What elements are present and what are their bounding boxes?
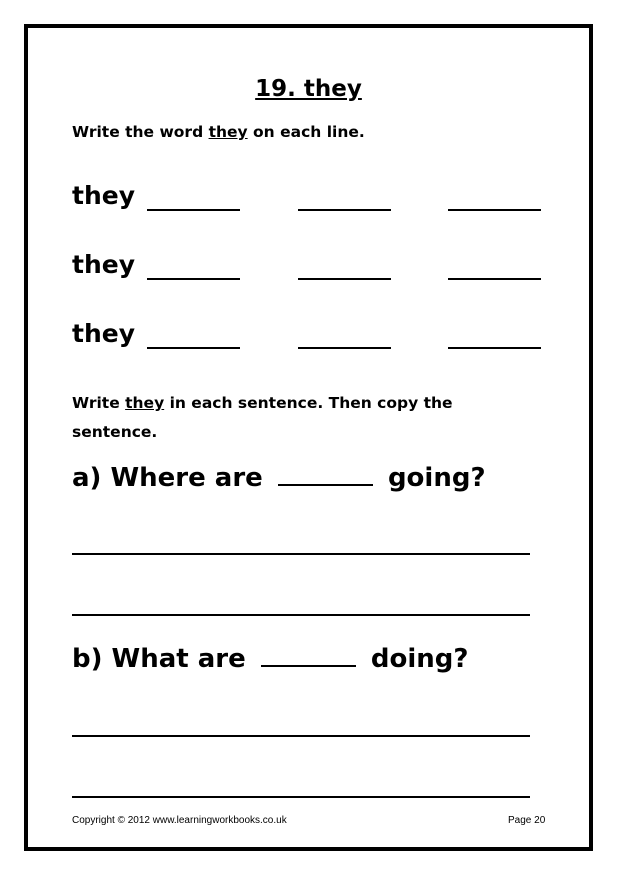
sentence-a-start: a) Where are [72, 463, 263, 493]
sentence-b-end: doing? [370, 644, 469, 674]
instruction-2-text-before: Write [72, 394, 126, 412]
copy-line-a1 [72, 553, 530, 555]
copy-line-b2 [72, 796, 530, 798]
sentence-b [72, 644, 468, 674]
sentence-b-start: b) What are [72, 644, 246, 674]
instruction-2-line-2: sentence. [72, 423, 158, 441]
instruction-2-target-word: they [125, 394, 165, 412]
instruction-1-target-word: they [208, 123, 248, 141]
practice-blank-3b [298, 347, 391, 349]
sentence-a-end: going? [387, 463, 486, 493]
practice-blank-3a [147, 347, 240, 349]
practice-blank-1b [298, 209, 391, 211]
worksheet-title: 19. they [255, 76, 362, 102]
instruction-1-text-before: Write the word [72, 123, 209, 141]
sentence-b-blank [261, 663, 356, 667]
practice-word-2: they [72, 250, 136, 279]
practice-blank-1a [147, 209, 240, 211]
instruction-1 [72, 118, 365, 147]
practice-blank-2c [448, 278, 541, 280]
practice-word-3: they [72, 319, 136, 348]
instruction-2-text-after: in each sentence. Then copy the [164, 394, 453, 412]
copy-line-b1 [72, 735, 530, 737]
practice-word-1: they [72, 181, 136, 210]
practice-blank-2b [298, 278, 391, 280]
instruction-2 [72, 389, 453, 447]
practice-blank-3c [448, 347, 541, 349]
practice-blank-1c [448, 209, 541, 211]
copyright-notice: Copyright © 2012 www.learningworkbooks.co.uk [72, 815, 287, 826]
sentence-a [72, 463, 486, 493]
copy-line-a2 [72, 614, 530, 616]
instruction-1-text-after: on each line. [247, 123, 365, 141]
page-number: Page 20 [508, 815, 546, 826]
sentence-a-blank [278, 482, 373, 486]
practice-blank-2a [147, 278, 240, 280]
